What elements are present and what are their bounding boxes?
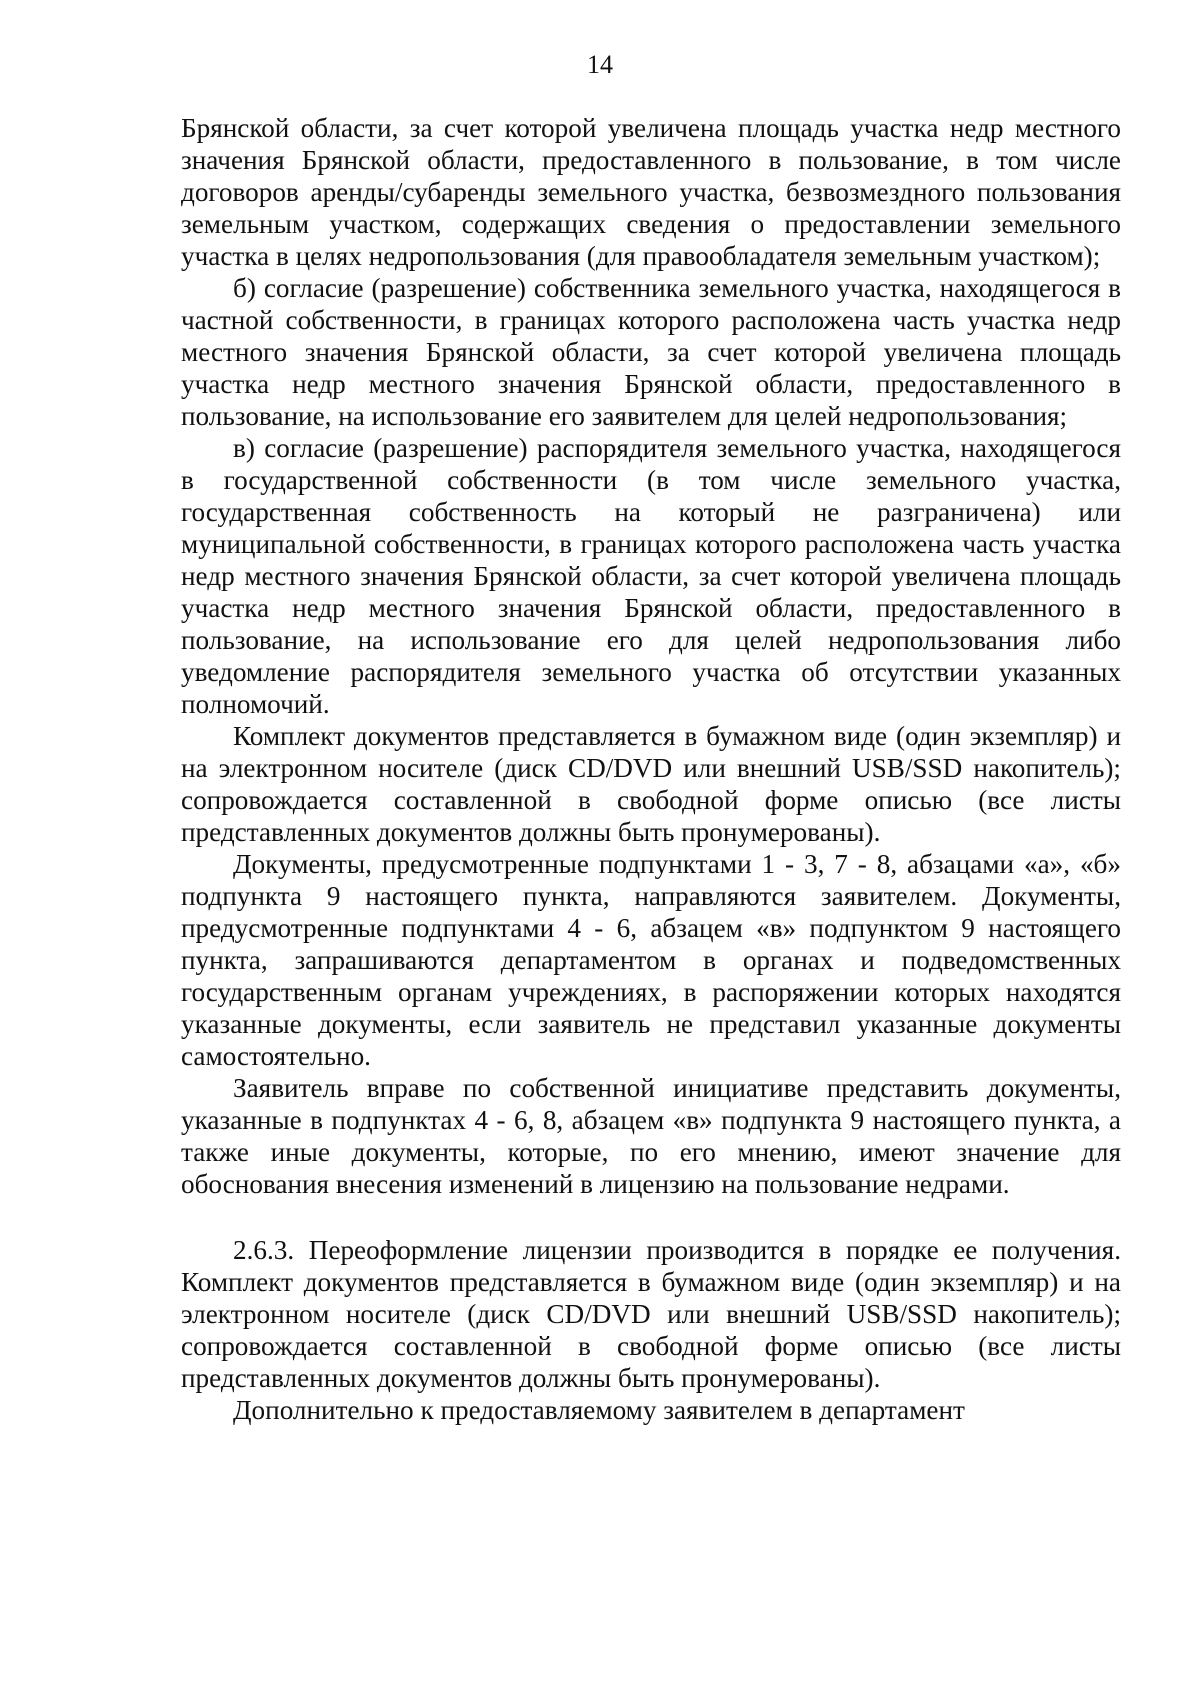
- document-body: [181, 112, 1121, 1426]
- page-number: 14: [587, 50, 613, 79]
- paragraph-section-2-6-3: 2.6.3. Переоформление лицензии производится в порядке ее получения. Комплект документов представляется в бумажном виде (один экземпляр) и на электронном носителе (диск CD/DVD или внешний USB/SSD накопитель); сопровождается составленной в свободной форме описью (все листы представленных документов должны быть пронумерованы).: [181, 1235, 1121, 1393]
- paragraph-continuation: Брянской области, за счет которой увеличена площадь участка недр местного значения Брянской области, предоставленного в пользование, в том числе договоров аренды/субаренды земельного участка, безвозмездного пользования земельным участком, содержащих сведения о предоставлении земельного участка в целях недропользования (для правообладателя земельным участком);: [181, 113, 1121, 271]
- paragraph-item-b: б) согласие (разрешение) собственника земельного участка, находящегося в частной собственности, в границах которого расположена часть участка недр местного значения Брянской области, за счет которой увеличена площадь участка недр местного значения Брянской области, предоставленного в пользование, на использование его заявителем для целей недропользования;: [181, 273, 1121, 431]
- paragraph-additional: Дополнительно к предоставляемому заявителем в департамент: [233, 1395, 965, 1425]
- paragraph-documents-sent: Документы, предусмотренные подпунктами 1 - 3, 7 - 8, абзацами «а», «б» подпункта 9 настоящего пункта, направляются заявителем. Документы, предусмотренные подпунктами 4 - 6, абзацем «в» подпунктом 9 настоящего пункта, запрашиваются департаментом в органах и подведомственных государственным органам учреждениях, в распоряжении которых находятся указанные документы, если заявитель не представил указанные документы самостоятельно.: [181, 849, 1121, 1071]
- paragraph-document-set: Комплект документов представляется в бумажном виде (один экземпляр) и на электронном носителе (диск CD/DVD или внешний USB/SSD накопитель); сопровождается составленной в свободной форме описью (все листы представленных документов должны быть пронумерованы).: [181, 721, 1121, 847]
- paragraph-item-v: в) согласие (разрешение) распорядителя земельного участка, находящегося в государственной собственности (в том числе земельного участка, государственная собственность на который не разграничена) или муниципальной собственности, в границах которого расположена часть участка недр местного значения Брянской области, за счет которой увеличена площадь участка недр местного значения Брянской области, предоставленного в пользование, на использование его для целей недропользования либо уведомление распорядителя земельного участка об отсутствии указанных полномочий.: [181, 433, 1121, 719]
- paragraph-applicant-right: Заявитель вправе по собственной инициативе представить документы, указанные в подпунктах 4 - 6, 8, абзацем «в» подпункта 9 настоящего пункта, а также иные документы, которые, по его мнению, имеют значение для обоснования внесения изменений в лицензию на пользование недрами.: [181, 1073, 1121, 1199]
